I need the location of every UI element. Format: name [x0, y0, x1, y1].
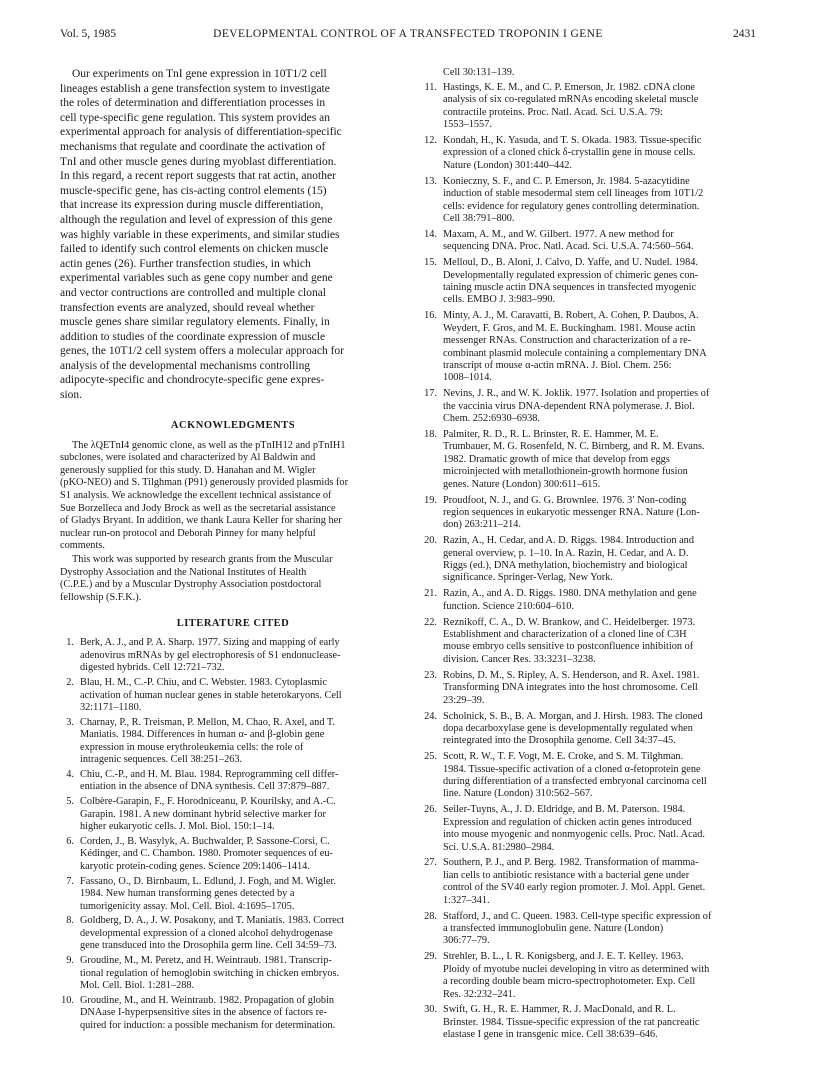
reference-entry	[423, 82, 758, 132]
reference-entry	[60, 769, 406, 794]
reference-number: 20.	[424, 535, 437, 547]
reference-text: Nevins, J. R., and W. K. Joklik. 1977. Isolation and properties of the vaccinia virus DNA-dependent RNA polymerase. J. Biol. Chem. 252:6930–6938.	[443, 388, 710, 425]
reference-text: Razin, A., and A. D. Riggs. 1980. DNA methylation and gene function. Science 210:604–610.	[443, 588, 697, 612]
reference-number: 4.	[66, 768, 74, 780]
reference-number: 26.	[424, 804, 437, 816]
reference-entry	[423, 1004, 758, 1041]
reference-entry	[423, 857, 758, 907]
reference-number: 11.	[424, 81, 437, 93]
page-number: 2431	[733, 28, 756, 40]
reference-number: 27.	[424, 857, 437, 869]
reference-text: Berk, A. J., and P. A. Sharp. 1977. Sizing and mapping of early adenovirus mRNAs by gel electrophoresis of S1 endonuclease- digested hybrids. Cell 12:721–732.	[80, 637, 341, 674]
reference-continuation: Cell 30:131–139.	[443, 67, 515, 78]
reference-number: 28.	[424, 910, 437, 922]
reference-text: Proudfoot, N. J., and G. G. Brownlee. 1976. 3′ Non-coding region sequences in eukaryotic messenger RNA. Nature (Lon- don) 263:211–214.	[443, 494, 700, 531]
reference-entry	[423, 495, 758, 532]
reference-number: 8.	[66, 915, 74, 927]
reference-number: 9.	[66, 955, 74, 967]
reference-number: 19.	[424, 494, 437, 506]
reference-number: 10.	[61, 994, 74, 1006]
reference-entry	[423, 429, 758, 491]
literature-heading: LITERATURE CITED	[176, 618, 290, 630]
reference-text: Melloul, D., B. Aloni, J. Calvo, D. Yaffe, and U. Nudel. 1984. Developmentally regulated expression of chimeric genes con- taining muscle actin DNA sequences in transfected myogenic cells. EMBO J. 3:983–990.	[443, 257, 699, 306]
reference-text: Swift, G. H., R. E. Hammer, R. J. MacDonald, and R. L. Brinster. 1984. Tissue-specific expression of the rat pancreatic elastase I gene in transgenic mice. Cell 38:639–646.	[443, 1004, 700, 1041]
reference-text: Groudine, M., and H. Weintraub. 1982. Propagation of globin DNAase I-hyperpsensitive sites in the absence of factors re- quired for induction: a possible mechanism for determination.	[80, 994, 336, 1031]
reference-entry	[423, 951, 758, 1001]
reference-text: Blau, H. M., C.-P. Chiu, and C. Webster. 1983. Cytoplasmic activation of human nuclear genes in stable heterokaryons. Cell 32:1171–1180.	[80, 677, 342, 713]
reference-text: Maxam, A. M., and W. Gilbert. 1977. A new method for sequencing DNA. Proc. Natl. Acad. Sci. U.S.A. 74:560–564.	[443, 228, 694, 253]
reference-number: 17.	[424, 388, 437, 400]
reference-number: 16.	[424, 310, 437, 322]
reference-text: Minty, A. J., M. Caravatti, B. Robert, A. Cohen, P. Daubos, A. Weydert, F. Gros, and M. E. Buckingham. 1981. Mouse actin messenger RNAs. Construction and characterization of a re- combinant plasmid molecule containing a complementary DNA transcript of mouse α-actin mRNA. J. Biol. Chem. 256: 1008–1014.	[443, 310, 707, 384]
reference-entry	[423, 310, 758, 384]
reference-entry	[423, 176, 758, 226]
reference-text: Colbère-Garapin, F., F. Horodniceanu, P. Kourilsky, and A.-C. Garapin. 1981. A new dominant hybrid selective marker for higher eukaryotic cells. J. Mol. Biol. 150:1–14.	[80, 796, 336, 833]
reference-text: Konieczny, S. F., and C. P. Emerson, Jr. 1984. 5-azacytidine induction of stable mesodermal stem cell lineages from 10T1/2 cells: evidence for regulatory genes controlling determination. Cell 38:791–800.	[443, 175, 704, 224]
reference-entry	[423, 711, 758, 748]
reference-text: Reznikoff, C. A., D. W. Brankow, and C. Heidelberger. 1973. Establishment and characterization of a cloned line of C3H mouse embryo cells sensitive to postconfluence inhibition of division. Cancer Res. 33:3231–3238.	[443, 616, 696, 665]
reference-entry	[423, 670, 758, 707]
reference-list-right	[423, 82, 758, 1042]
reference-number: 14.	[424, 228, 437, 240]
acknowledgments-heading: ACKNOWLEDGMENTS	[170, 419, 296, 431]
reference-number: 12.	[424, 135, 437, 147]
reference-text: Stafford, J., and C. Queen. 1983. Cell-type specific expression of a transfected immunoglobulin gene. Nature (London) 306:77–79.	[443, 910, 712, 947]
reference-number: 21.	[424, 588, 437, 600]
reference-number: 25.	[424, 751, 437, 763]
reference-number: 3.	[66, 716, 74, 728]
reference-entry	[60, 995, 406, 1032]
reference-entry	[423, 588, 758, 613]
reference-number: 30.	[424, 1004, 437, 1016]
reference-text: Razin, A., H. Cedar, and A. D. Riggs. 1984. Introduction and general overview, p. 1–10. In A. Razin, H. Cedar, and A. D. Riggs (ed.), DNA methylation, biochemistry and biological significance. Springer-Verlag, New York.	[443, 535, 694, 584]
reference-text: Southern, P. J., and P. Berg. 1982. Transformation of mamma- lian cells to antibiotic resistance with a bacterial gene under control of the SV40 early region promoter. J. Mol. Appl. Genet. 1:327–341.	[443, 857, 706, 906]
reference-entry	[60, 955, 406, 992]
reference-entry	[60, 876, 406, 913]
reference-entry	[423, 804, 758, 854]
reference-text: Fassano, O., D. Birnbaum, L. Edlund, J. Fogh, and M. Wigler. 1984. New human transforming genes detected by a tumorigenicity assay. Mol. Cell. Biol. 4:1695–1705.	[80, 875, 336, 912]
reference-text: Scott, R. W., T. F. Vogt, M. E. Croke, and S. M. Tilghman. 1984. Tissue-specific activation of a cloned α-fetoprotein gene during differentiation of a transfected embryonal carcinoma cell line. Nature (London) 310:562–567.	[443, 751, 707, 800]
reference-text: Palmiter, R. D., R. L. Brinster, R. E. Hammer, M. E. Trumbauer, M. G. Rosenfeld, N. C. Birnberg, and R. M. Evans. 1982. Dramatic growth of mice that develop from eggs microinjected with metallothionein-growth hormone fusion genes. Nature (London) 300:611–615.	[443, 428, 705, 490]
reference-entry	[60, 637, 406, 674]
left-column	[60, 67, 406, 1035]
reference-entry	[60, 677, 406, 714]
reference-entry	[423, 911, 758, 948]
reference-entry	[423, 535, 758, 585]
reference-number: 13.	[424, 175, 437, 187]
reference-list-left	[60, 637, 406, 1032]
reference-entry	[423, 135, 758, 172]
reference-number: 6.	[66, 835, 74, 847]
reference-text: Corden, J., B. Wasylyk, A. Buchwalder, P. Sassone-Corsi, C. Kédinger, and C. Chambon. 1980. Promoter sequences of eu- karyotic protein-coding genes. Science 209:1406–1414.	[80, 835, 333, 872]
reference-number: 1.	[66, 637, 74, 649]
reference-entry	[60, 717, 406, 767]
volume-label: Vol. 5, 1985	[60, 28, 117, 40]
running-header	[60, 26, 756, 42]
reference-text: Robins, D. M., S. Ripley, A. S. Henderson, and R. Axel. 1981. Transforming DNA integrates into the host chromosome. Cell 23:29–39.	[443, 669, 700, 706]
reference-number: 7.	[66, 875, 74, 887]
reference-entry	[423, 617, 758, 667]
reference-entry	[423, 751, 758, 801]
reference-number: 23.	[424, 669, 437, 681]
reference-number: 29.	[424, 951, 437, 963]
reference-number: 18.	[424, 428, 437, 440]
reference-number: 22.	[424, 616, 437, 628]
reference-number: 15.	[424, 257, 437, 269]
discussion-paragraph: Our experiments on TnI gene expression in 10T1/2 cell lineages establish a gene transfection system to investigate the roles of determination and differentiation processes in cell type-specific gene regulation. This system provides an experimental approach for analysis of differentiation-specific mechanisms that regulate and coordinate the activation of TnI and other muscle genes during myoblast differentiation. In this regard, a recent report suggests that rat actin, another muscle-specific gene, has cis-acting control elements (15) that increase its expression during muscle differentiation, although the regulation and level of expression of this gene was highly variable in these experiments, and similar studies failed to identify such control elements on chicken muscle actin genes (26). Further transfection studies, in which experimental variables such as gene copy number and gene and vector contructions are controlled and multiple clonal transfection events are analyzed, should reveal whether muscle genes share similar regulatory elements. Finally, in addition to studies of the coordinate expression of muscle genes, the 10T1/2 cell system offers a molecular approach for analysis of the developmental mechanisms controlling adipocyte-specific and chondrocyte-specific gene expres- sion.	[60, 68, 344, 402]
reference-text: Scholnick, S. B., B. A. Morgan, and J. Hirsh. 1983. The cloned dopa decarboxylase gene is developmentally regulated when reintegrated into the Drosophila genome. Cell 34:37–45.	[443, 710, 703, 747]
reference-entry	[423, 257, 758, 307]
reference-text: Chiu, C.-P., and H. M. Blau. 1984. Reprogramming cell differ- entiation in the absence of DNA synthesis. Cell 37:879–887.	[80, 768, 339, 793]
reference-text: Groudine, M., M. Peretz, and H. Weintraub. 1981. Transcrip- tional regulation of hemoglobin switching in chicken embryos. Mol. Cell. Biol. 1:281–288.	[80, 955, 340, 991]
right-column	[423, 67, 758, 1045]
reference-entry	[423, 388, 758, 425]
acknowledgments-paragraph: The λQETnI4 genomic clone, as well as the pTnIH12 and pTnIH1 subclones, were isolated and characterized by Al Baldwin and generously supplied for this study. D. Hanahan and M. Wigler (pKO-NEO) and S. Tilghman (P91) generously provided plasmids for S1 analysis. We acknowledge the excellent technical assistance of Sue Borzelleca and Jody Brock as well as the secretarial assistance of Gladys Bryant. In addition, we thank Laura Keller for sharing her nuclear run-on protocol and Deborah Pinney for many helpful comments.	[60, 439, 349, 552]
acknowledgments-section	[60, 419, 406, 605]
funding-paragraph: This work was supported by research grants from the Muscular Dystrophy Association and the National Institutes of Health (C.P.E.) and by a Muscular Dystrophy Association postdoctoral fellowship (S.F.K.).	[60, 554, 333, 603]
reference-entry	[60, 836, 406, 873]
reference-number: 24.	[424, 710, 437, 722]
reference-text: Charnay, P., R. Treisman, P. Mellon, M. Chao, R. Axel, and T. Maniatis. 1984. Differences in human α- and β-globin gene expression in mouse erythroleukemia cells: the role of intragenic sequences. Cell 38:251–263.	[80, 716, 335, 766]
reference-text: Strehler, B. L., I. R. Konigsberg, and J. E. T. Kelley. 1963. Ploidy of myotube nuclei developing in vitro as determined with a recording double beam micro-spectrophotometer. Exp. Cell Res. 32:232–241.	[443, 951, 710, 1000]
reference-entry	[423, 229, 758, 254]
running-title: DEVELOPMENTAL CONTROL OF A TRANSFECTED TROPONIN I GENE	[213, 28, 603, 40]
reference-text: Goldberg, D. A., J. W. Posakony, and T. Maniatis. 1983. Correct developmental expression of a cloned alcohol dehydrogenase gene transduced into the Drosophila germ line. Cell 34:59–73.	[80, 915, 345, 952]
reference-text: Kondah, H., K. Yasuda, and T. S. Okada. 1983. Tissue-specific expression of a cloned chick δ-crystallin gene in mouse cells. Nature (London) 301:440–442.	[443, 135, 702, 171]
reference-entry	[60, 796, 406, 833]
reference-text: Hastings, K. E. M., and C. P. Emerson, Jr. 1982. cDNA clone analysis of six co-regulated mRNAs encoding skeletal muscle contractile proteins. Proc. Natl. Acad. Sci. U.S.A. 79: 1553–1557.	[443, 81, 699, 131]
reference-number: 5.	[66, 796, 74, 808]
reference-number: 2.	[66, 677, 74, 689]
literature-section	[60, 617, 406, 1032]
reference-entry	[60, 915, 406, 952]
reference-text: Seiler-Tuyns, A., J. D. Eldridge, and B. M. Paterson. 1984. Expression and regulation of chicken actin genes introduced into mouse myogenic and nonmyogenic cells. Proc. Natl. Acad. Sci. U.S.A. 81:2980–2984.	[443, 804, 705, 853]
